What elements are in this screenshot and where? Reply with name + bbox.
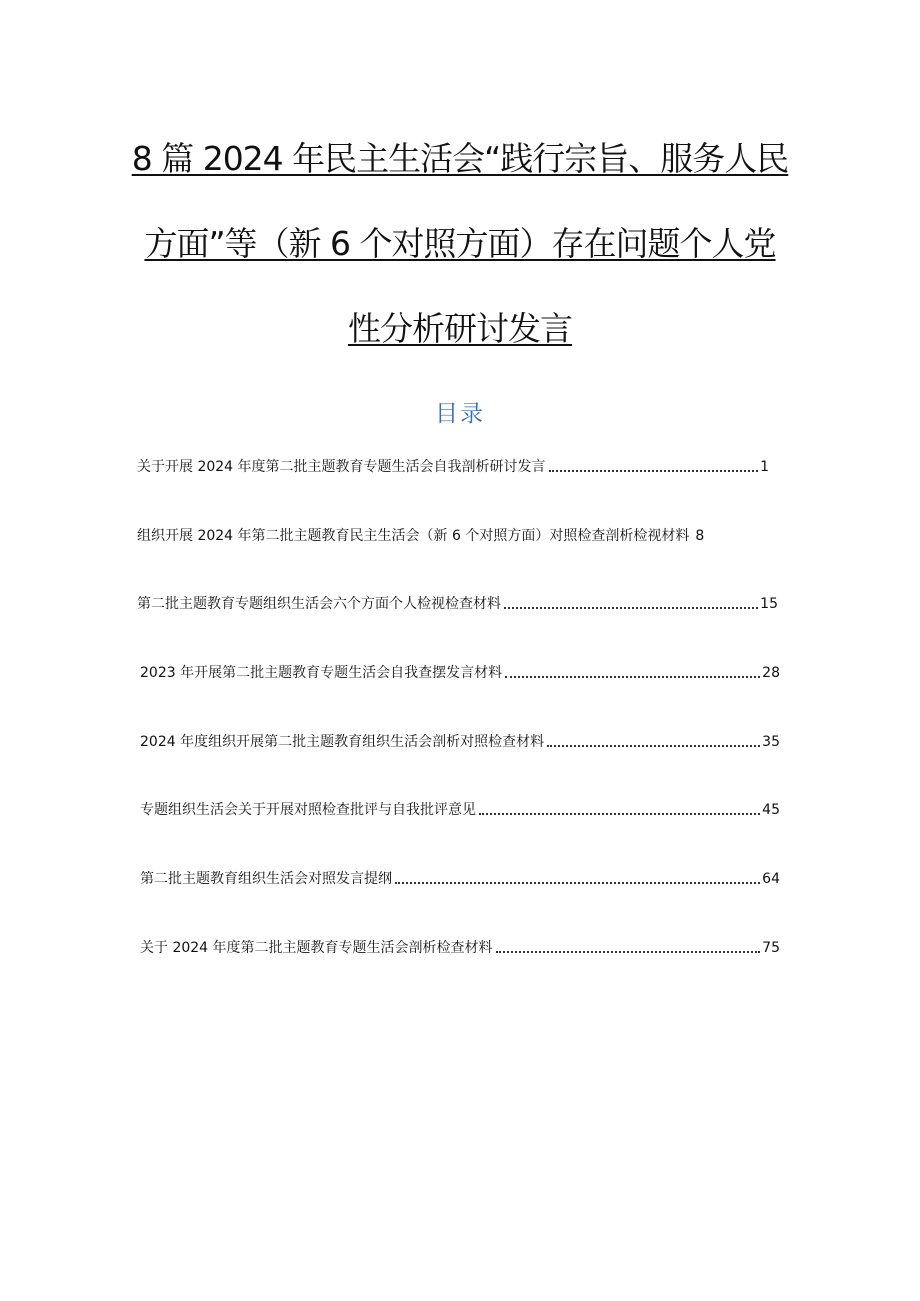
toc-entry-title: 专题组织生活会关于开展对照检查批评与自我批评意见 xyxy=(140,802,476,818)
toc-entry[interactable] xyxy=(140,663,780,683)
toc-entry-page: 15 xyxy=(760,596,778,612)
toc-entry[interactable] xyxy=(140,732,780,752)
toc-entry-title: 第二批主题教育专题组织生活会六个方面个人检视检查材料 xyxy=(137,596,501,612)
toc-dot-leader xyxy=(549,470,759,472)
toc-entry-title: 组织开展 2024 年第二批主题教育民主生活会（新 6 个对照方面）对照检查剖析检视材料 xyxy=(137,528,690,544)
title-text: 方面”等（新 6 个对照方面）存在问题个人党 xyxy=(144,224,776,263)
toc-entry-title: 第二批主题教育组织生活会对照发言提纲 xyxy=(140,871,392,887)
toc-entry-page: 64 xyxy=(762,871,780,887)
toc-entry[interactable] xyxy=(140,800,780,820)
toc-dot-leader xyxy=(479,813,760,815)
toc-entry-title: 关于 2024 年度第二批主题教育专题生活会剖析检查材料 xyxy=(140,940,493,956)
toc-entry-page: 1 xyxy=(760,459,769,475)
toc-heading: 目录 xyxy=(435,401,485,427)
toc-dot-leader xyxy=(395,882,760,884)
toc-entry-page: 8 xyxy=(695,528,705,544)
toc-dot-leader xyxy=(547,745,760,747)
toc-entry[interactable] xyxy=(137,457,769,477)
title-text: 性分析研讨发言 xyxy=(348,309,572,348)
document-title-line-3 xyxy=(0,309,920,349)
title-text: 8 篇 2024 年民主生活会“践行宗旨、服务人民 xyxy=(131,139,789,178)
toc-entry-title: 2023 年开展第二批主题教育专题生活会自我查摆发言材料 xyxy=(140,665,503,681)
toc-entry[interactable] xyxy=(137,526,737,546)
toc-entry-page: 28 xyxy=(762,665,780,681)
toc-entry-title: 2024 年度组织开展第二批主题教育组织生活会剖析对照检查材料 xyxy=(140,734,545,750)
document-title-line-2 xyxy=(0,224,920,264)
toc-dot-leader xyxy=(496,951,761,953)
toc-entry-page: 75 xyxy=(762,940,780,956)
toc-dot-leader xyxy=(505,676,760,678)
toc-entry[interactable] xyxy=(137,594,778,614)
toc-entry[interactable] xyxy=(140,938,780,958)
toc-entry-page: 45 xyxy=(762,802,780,818)
toc-entry-page: 35 xyxy=(762,734,780,750)
document-title-line-1 xyxy=(0,139,920,179)
toc-entry[interactable] xyxy=(140,869,780,889)
toc-entry-title: 关于开展 2024 年度第二批主题教育专题生活会自我剖析研讨发言 xyxy=(137,459,546,475)
toc-dot-leader xyxy=(504,607,758,609)
